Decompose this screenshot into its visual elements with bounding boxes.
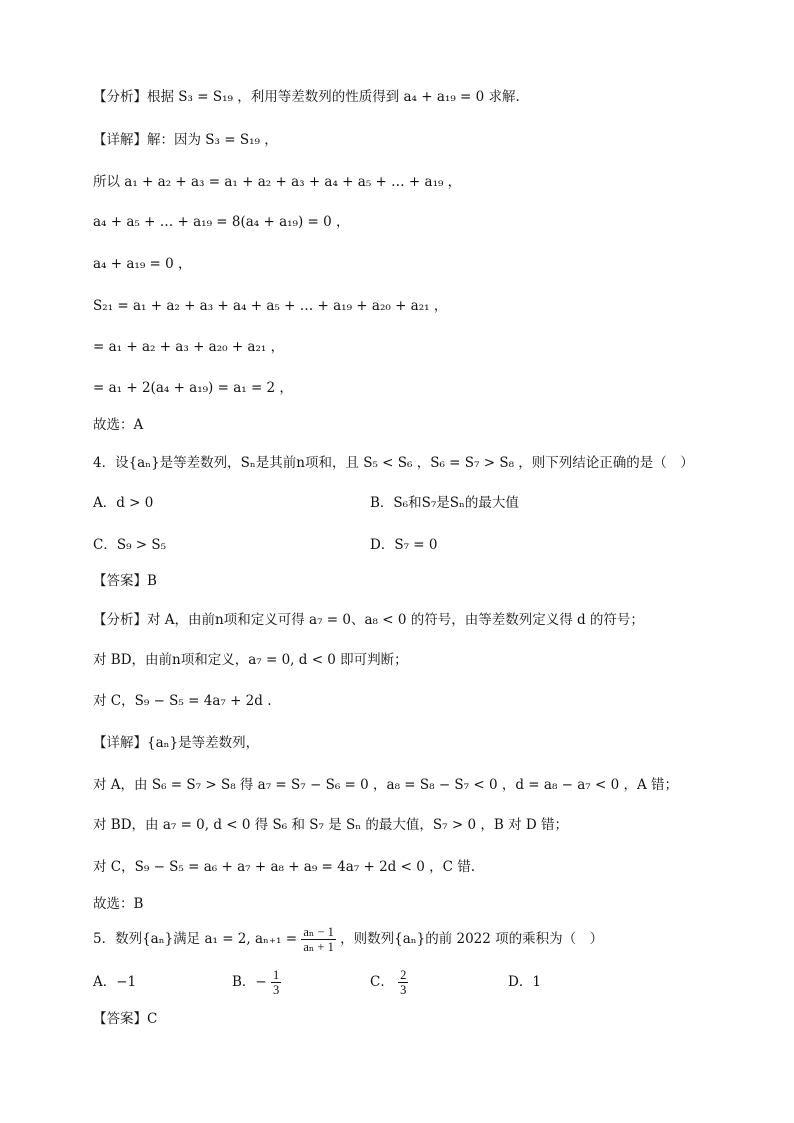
q4-detail (93, 734, 259, 752)
fraction-denominator: 3 (273, 983, 280, 997)
answer-tag: 【答案】 (93, 573, 147, 589)
answer-value: C (147, 1011, 158, 1027)
q4-option-c: C．S₉ > S₅ (93, 537, 167, 553)
prev-step-6: = a₁ + 2(a₄ + a₁₉) = a₁ = 2 ， (93, 380, 293, 396)
analysis-tag: 【分析】 (93, 89, 147, 105)
prev-step-1: 所以 a₁ + a₂ + a₃ = a₁ + a₂ + a₃ + a₄ + a₅ + … + a₁₉ ， (93, 174, 462, 190)
q5-option-a: A．−1 (93, 974, 137, 990)
recurrence-fraction (301, 925, 336, 954)
analysis-text: 对 A，由前n项和定义可得 a₇ = 0、a₈ < 0 的符号，由等差数列定义得 d 的符号； (147, 612, 644, 628)
q5-stem-pre: 5．数列{aₙ}满足 a₁ = 2, aₙ₊₁ = (93, 931, 298, 947)
prev-step-2: a₄ + a₅ + … + a₁₉ = 8(a₄ + a₁₉) = 0 ， (93, 214, 350, 230)
fraction-denominator: aₙ + 1 (303, 940, 334, 954)
q4-option-d: D．S₇ = 0 (370, 537, 438, 553)
q4-analysis (93, 611, 644, 629)
detail-tag: 【详解】 (93, 735, 147, 751)
q5-option-d: D．1 (508, 974, 541, 990)
q4-answer (93, 572, 157, 590)
q4-option-b: B．S₆和S₇是Sₙ的最大值 (370, 495, 519, 511)
option-b-prefix: B．− (232, 974, 267, 990)
q4-analysis-3: 对 C，S₉ − S₅ = 4a₇ + 2d . (93, 693, 272, 709)
q4-detail-4: 对 C，S₉ − S₅ = a₆ + a₇ + a₈ + a₉ = 4a₇ + 2d < 0 ，C 错. (93, 859, 476, 875)
fraction-numerator: aₙ − 1 (303, 925, 334, 939)
q4-stem: 4．设{aₙ}是等差数列，Sₙ是其前n项和，且 S₅ < S₆ ，S₆ = S₇ > S₈ ，则下列结论正确的是（ ） (93, 455, 694, 471)
prev-step-3: a₄ + a₁₉ = 0 ， (93, 256, 192, 272)
detail-tag: 【详解】 (93, 132, 147, 148)
prev-analysis (93, 88, 520, 106)
fraction-numerator: 2 (400, 968, 407, 982)
q4-option-a: A．d > 0 (93, 495, 154, 511)
q5-answer (93, 1010, 157, 1028)
detail-text: {aₙ}是等差数列， (147, 735, 260, 751)
prev-step-5: = a₁ + a₂ + a₃ + a₂₀ + a₂₁ ， (93, 339, 285, 355)
prev-detail (93, 131, 278, 149)
q5-option-b (232, 965, 281, 999)
prev-choose: 故选：A (93, 417, 144, 433)
q4-detail-2: 对 A，由 S₆ = S₇ > S₈ 得 a₇ = S₇ − S₆ = 0 ，a₈ = S₈ − S₇ < 0 ，d = a₈ − a₇ < 0 ，A 错； (93, 777, 679, 793)
fraction-denominator: 3 (400, 983, 407, 997)
answer-value: B (147, 573, 157, 589)
option-c-fraction (398, 968, 408, 997)
q5-stem-post: ，则数列{aₙ}的前 2022 项的乘积为（ ） (340, 931, 604, 947)
detail-text: 解：因为 S₃ = S₁₉ ， (147, 132, 278, 148)
q5-option-c (370, 965, 408, 999)
option-b-fraction (271, 968, 281, 997)
q4-analysis-2: 对 BD，由前n项和定义，a₇ = 0, d < 0 即可判断； (93, 652, 408, 668)
option-c-prefix: C． (370, 974, 394, 990)
q4-choose: 故选：B (93, 896, 144, 912)
answer-tag: 【答案】 (93, 1011, 147, 1027)
q4-detail-3: 对 BD，由 a₇ = 0, d < 0 得 S₆ 和 S₇ 是 Sₙ 的最大值，S₇ > 0 ，B 对 D 错； (93, 817, 568, 833)
analysis-tag: 【分析】 (93, 612, 147, 628)
prev-step-4: S₂₁ = a₁ + a₂ + a₃ + a₄ + a₅ + … + a₁₉ + a₂₀ + a₂₁ ， (93, 298, 448, 314)
analysis-text: 根据 S₃ = S₁₉ ，利用等差数列的性质得到 a₄ + a₁₉ = 0 求解. (147, 89, 520, 105)
q5-stem (93, 922, 603, 956)
fraction-numerator: 1 (273, 968, 280, 982)
